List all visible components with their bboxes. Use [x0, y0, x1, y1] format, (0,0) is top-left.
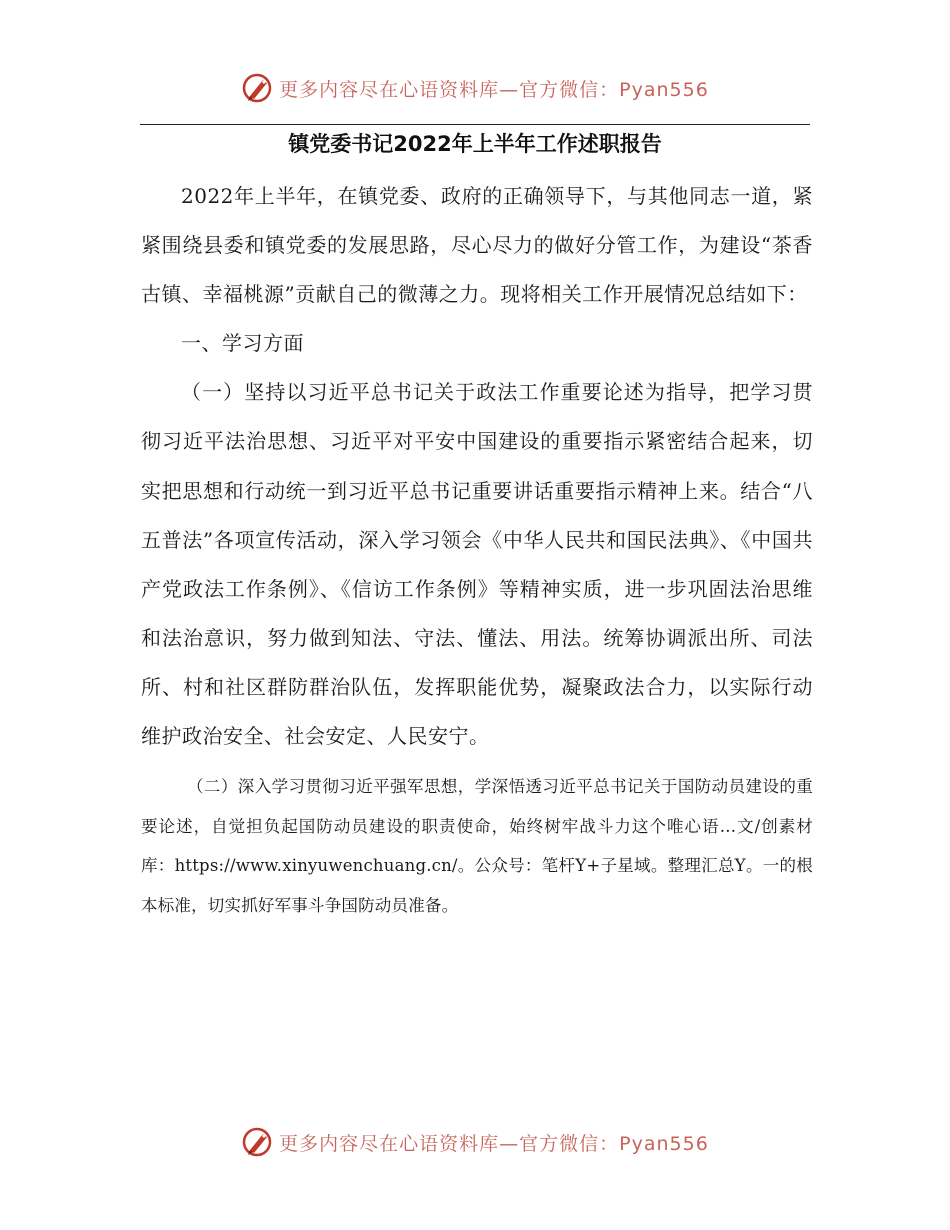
document-title: 镇党委书记2022年上半年工作述职报告 [288, 132, 662, 156]
section-heading-study: 一、学习方面 [181, 331, 304, 356]
paragraph-intro: 2022年上半年，在镇党委、政府的正确领导下，与其他同志一道，紧紧围绕县委和镇党委的发展思路，尽心尽力的做好分管工作，为建设“茶香古镇、幸福桃源”贡献自己的微薄之力。现将相关工作开展情况总结如下： [141, 184, 813, 307]
paragraph-item-2: （二）深入学习贯彻习近平强军思想，学深悟透习近平总书记关于国防动员建设的重要论述，自觉担负起国防动员建设的职责使命，始终树牢战斗力这个唯心语…文/创素材库：https://www.xinyuwenchuang.cn/。公众号：笔杆Y+子星域。整理汇总Y。一的根本标准，切实抓好军事斗争国防动员准备。 [141, 777, 813, 915]
header-banner [0, 68, 950, 108]
header-banner-text: 更多内容尽在心语资料库—官方微信：Pyan556 [279, 78, 709, 101]
footer-banner [0, 1122, 950, 1162]
pen-logo-icon [241, 71, 275, 105]
header-rule [140, 124, 810, 125]
pen-logo-icon [241, 1125, 275, 1159]
footer-banner-text: 更多内容尽在心语资料库—官方微信：Pyan556 [279, 1132, 709, 1155]
paragraph-item-1: （一）坚持以习近平总书记关于政法工作重要论述为指导，把学习贯彻习近平法治思想、习近平对平安中国建设的重要指示紧密结合起来，切实把思想和行动统一到习近平总书记重要讲话重要指示精神上来。结合“八五普法”各项宣传活动，深入学习领会《中华人民共和国民法典》、《中国共产党政法工作条例》、《信访工作条例》等精神实质，进一步巩固法治思维和法治意识，努力做到知法、守法、懂法、用法。统筹协调派出所、司法所、村和社区群防群治队伍，发挥职能优势，凝聚政法合力，以实际行动维护政治安全、社会安定、人民安宁。 [141, 380, 813, 749]
document-body [141, 172, 813, 925]
